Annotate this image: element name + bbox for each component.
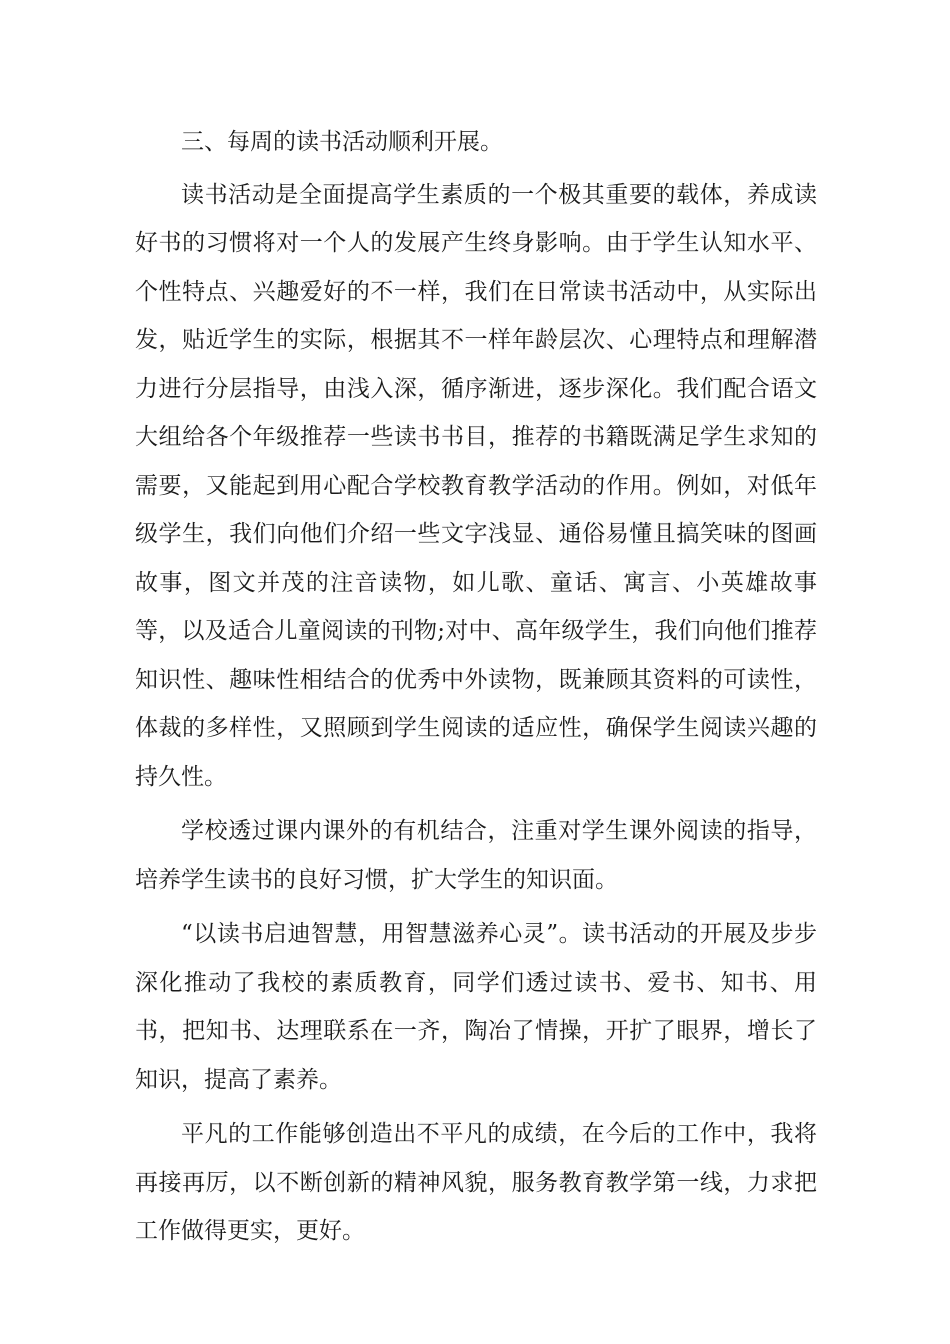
paragraph-reading-wisdom: “以读书启迪智慧，用智慧滋养心灵”。读书活动的开展及步步深化推动了我校的素质教育，同学们透过读书、爱书、知书、用书，把知书、达理联系在一齐，陶冶了情操，开扩了眼界，增长了知识，提高了素养。 <box>135 921 817 1093</box>
paragraph-conclusion: 平凡的工作能够创造出不平凡的成绩，在今后的工作中，我将再接再厉，以不断创新的精神风貌，服务教育教学第一线，力求把工作做得更实，更好。 <box>135 1121 817 1244</box>
paragraph-reading-activities: 读书活动是全面提高学生素质的一个极其重要的载体，养成读好书的习惯将对一个人的发展产生终身影响。由于学生认知水平、个性特点、兴趣爱好的不一样，我们在日常读书活动中，从实际出发，贴近学生的实际，根据其不一样年龄层次、心理特点和理解潜力进行分层指导，由浅入深，循序渐进，逐步深化。我们配合语文大组给各个年级推荐一些读书书目，推荐的书籍既满足学生求知的需要，又能起到用心配合学校教育教学活动的作用。例如，对低年级学生，我们向他们介绍一些文字浅显、通俗易懂且搞笑味的图画故事，图文并茂的注音读物，如儿歌、童话、寓言、小英雄故事等，以及适合儿童阅读的刊物;对中、高年级学生，我们向他们推荐知识性、趣味性相结合的优秀中外读物，既兼顾其资料的可读性，体裁的多样性，又照顾到学生阅读的适应性，确保学生阅读兴趣的持久性。 <box>135 181 817 790</box>
document-body <box>135 118 817 1256</box>
paragraph-extracurricular-reading: 学校透过课内课外的有机结合，注重对学生课外阅读的指导，培养学生读书的良好习惯，扩大学生的知识面。 <box>135 818 817 893</box>
section-heading: 三、每周的读书活动顺利开展。 <box>181 129 503 155</box>
